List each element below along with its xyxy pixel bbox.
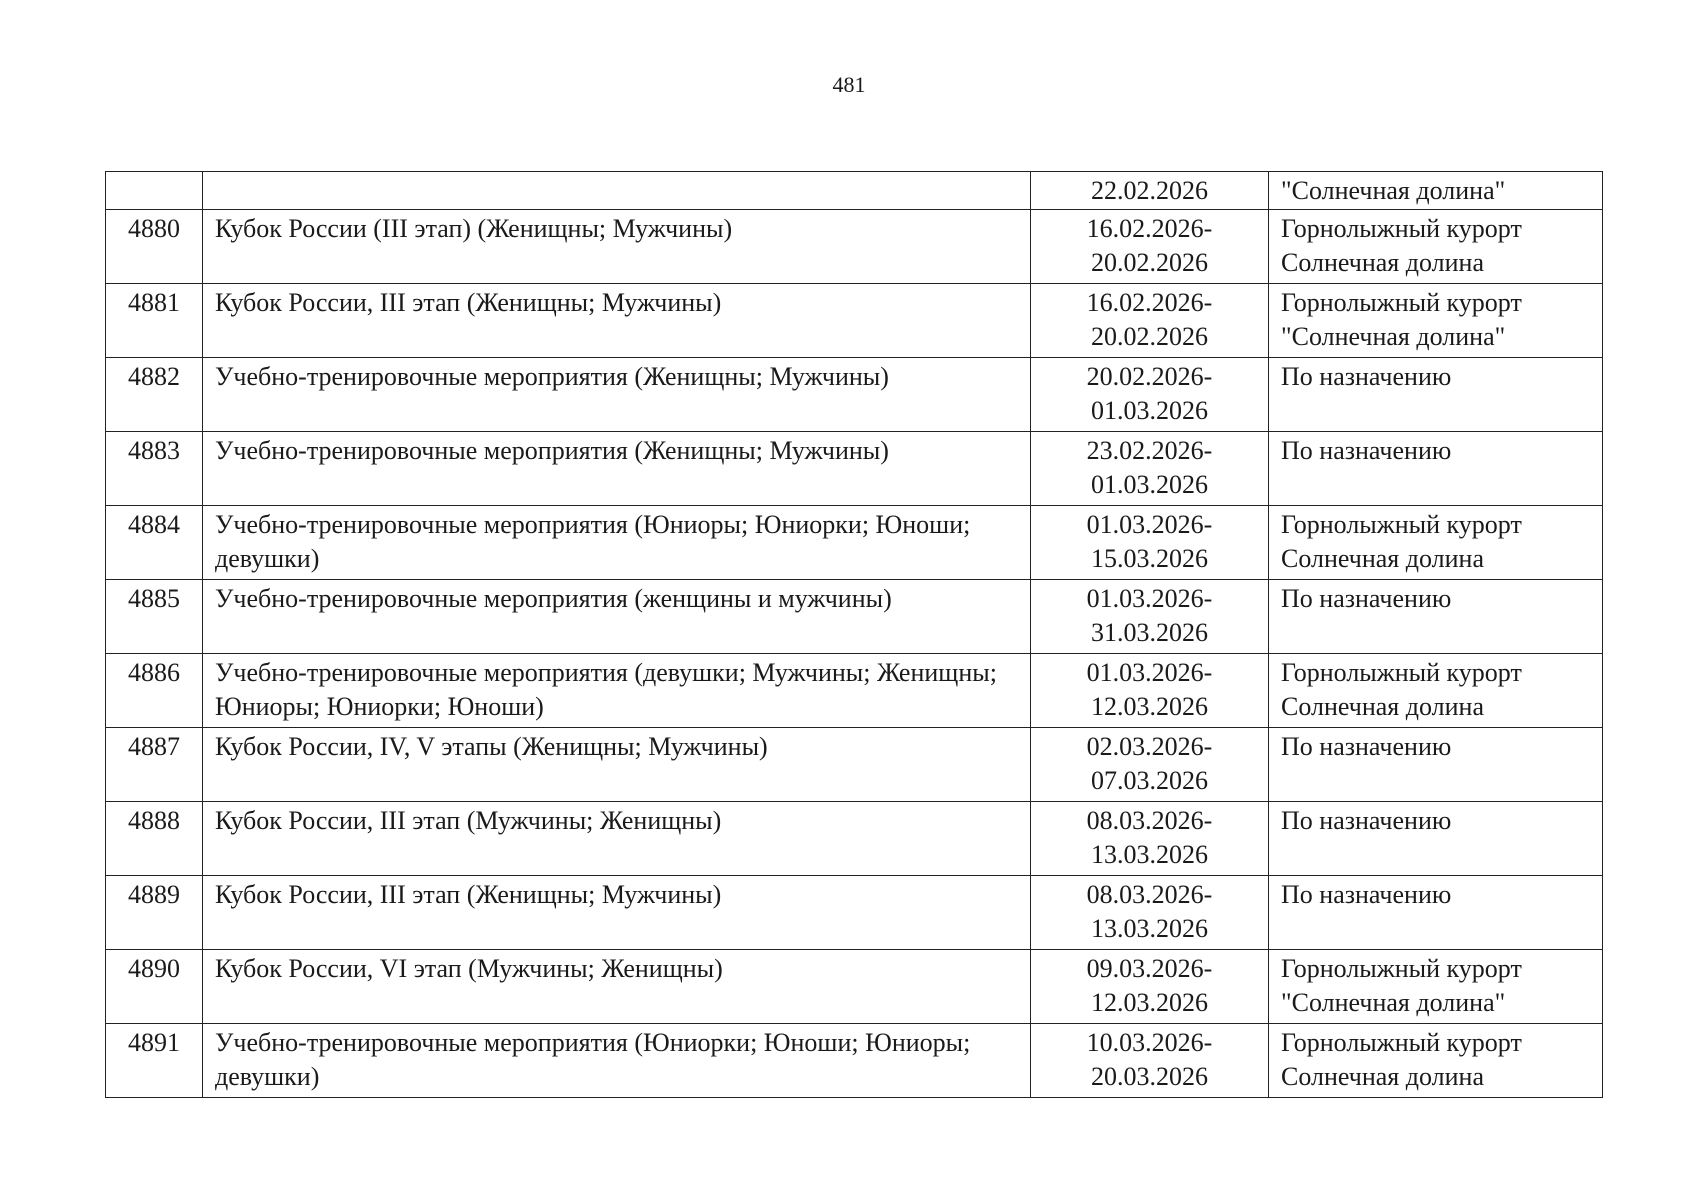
table-row	[106, 358, 1603, 432]
event-name-cell: Кубок России, III этап (Женищны; Мужчины)	[203, 284, 1031, 358]
event-place-cell	[1269, 210, 1603, 284]
events-table	[105, 171, 1603, 1098]
page-number: 481	[832, 72, 866, 97]
event-name-cell	[203, 172, 1031, 210]
place-line: "Солнечная долина"	[1281, 988, 1506, 1017]
date-start: 16.02.2026-	[1086, 214, 1213, 243]
table-row	[106, 654, 1603, 728]
place-line: Горнолыжный курорт	[1281, 214, 1522, 243]
date-end: 01.03.2026	[1091, 396, 1208, 425]
event-name-cell: Учебно-тренировочные мероприятия (женщины и мужчины)	[203, 580, 1031, 654]
date-start: 08.03.2026-	[1086, 806, 1213, 835]
date-start: 01.03.2026-	[1086, 584, 1213, 613]
date-end: 31.03.2026	[1091, 618, 1208, 647]
event-dates-cell	[1031, 802, 1269, 876]
row-number-cell: 4889	[106, 876, 203, 950]
event-name-cell: Учебно-тренировочные мероприятия (Юниорки; Юноши; Юниоры; девушки)	[203, 1024, 1031, 1098]
event-dates-cell	[1031, 728, 1269, 802]
date-end: 12.03.2026	[1091, 988, 1208, 1017]
event-dates-cell	[1031, 210, 1269, 284]
row-number-cell: 4885	[106, 580, 203, 654]
date-end: 01.03.2026	[1091, 470, 1208, 499]
date-start: 16.02.2026-	[1086, 288, 1213, 317]
date-start: 09.03.2026-	[1086, 954, 1213, 983]
table-row	[106, 210, 1603, 284]
table-row	[106, 802, 1603, 876]
date-end: 15.03.2026	[1091, 544, 1208, 573]
event-dates-cell	[1031, 654, 1269, 728]
place-line: Горнолыжный курорт	[1281, 658, 1522, 687]
event-dates-cell	[1031, 358, 1269, 432]
events-table-body	[106, 172, 1603, 1098]
place-line: "Солнечная долина"	[1281, 322, 1506, 351]
date-start: 10.03.2026-	[1086, 1028, 1213, 1057]
row-number-cell: 4882	[106, 358, 203, 432]
place-line: По назначению	[1281, 584, 1452, 613]
event-dates-cell	[1031, 284, 1269, 358]
place-line: По назначению	[1281, 880, 1452, 909]
place-line: Горнолыжный курорт	[1281, 1028, 1522, 1057]
place-line: Солнечная долина	[1281, 248, 1484, 277]
event-place-cell	[1269, 284, 1603, 358]
place-line: По назначению	[1281, 806, 1452, 835]
event-dates-cell	[1031, 172, 1269, 210]
table-row	[106, 876, 1603, 950]
event-name-cell: Учебно-тренировочные мероприятия (девушки; Мужчины; Женищны; Юниоры; Юниорки; Юноши)	[203, 654, 1031, 728]
row-number-cell: 4884	[106, 506, 203, 580]
place-line: Горнолыжный курорт	[1281, 510, 1522, 539]
event-place-cell	[1269, 802, 1603, 876]
event-name-cell: Учебно-тренировочные мероприятия (Женищны; Мужчины)	[203, 358, 1031, 432]
row-number-cell	[106, 172, 203, 210]
table-row	[106, 580, 1603, 654]
event-place-cell	[1269, 728, 1603, 802]
event-place-cell	[1269, 950, 1603, 1024]
date-end: 20.02.2026	[1091, 248, 1208, 277]
event-place-cell	[1269, 358, 1603, 432]
place-line: Горнолыжный курорт	[1281, 288, 1522, 317]
place-line: По назначению	[1281, 362, 1452, 391]
place-line: Солнечная долина	[1281, 692, 1484, 721]
place-line: По назначению	[1281, 732, 1452, 761]
event-place-cell	[1269, 654, 1603, 728]
event-dates-cell	[1031, 506, 1269, 580]
date-end: 07.03.2026	[1091, 766, 1208, 795]
date-start: 23.02.2026-	[1086, 436, 1213, 465]
event-place-cell	[1269, 172, 1603, 210]
event-dates-cell	[1031, 1024, 1269, 1098]
date-start: 02.03.2026-	[1086, 732, 1213, 761]
row-number-cell: 4883	[106, 432, 203, 506]
event-name-cell: Кубок России, III этап (Мужчины; Женищны)	[203, 802, 1031, 876]
date-end: 12.03.2026	[1091, 692, 1208, 721]
row-number-cell: 4890	[106, 950, 203, 1024]
event-name-cell: Учебно-тренировочные мероприятия (Юниоры; Юниорки; Юноши; девушки)	[203, 506, 1031, 580]
date-start: 20.02.2026-	[1086, 362, 1213, 391]
table-row	[106, 1024, 1603, 1098]
event-dates-cell	[1031, 432, 1269, 506]
row-number-cell: 4887	[106, 728, 203, 802]
place-line: Горнолыжный курорт	[1281, 954, 1522, 983]
table-row	[106, 728, 1603, 802]
event-place-cell	[1269, 506, 1603, 580]
event-name-cell: Кубок России, IV, V этапы (Женищны; Мужчины)	[203, 728, 1031, 802]
date-start: 01.03.2026-	[1086, 658, 1213, 687]
place-line: По назначению	[1281, 436, 1452, 465]
row-number-cell: 4891	[106, 1024, 203, 1098]
event-name-cell: Кубок России, VI этап (Мужчины; Женищны)	[203, 950, 1031, 1024]
table-row	[106, 506, 1603, 580]
date-end: 20.03.2026	[1091, 1062, 1208, 1091]
date-end: 13.03.2026	[1091, 840, 1208, 869]
row-number-cell: 4880	[106, 210, 203, 284]
date-end: 20.02.2026	[1091, 322, 1208, 351]
place-line: Солнечная долина	[1281, 1062, 1484, 1091]
event-place-cell	[1269, 580, 1603, 654]
place-line: "Солнечная долина"	[1281, 176, 1506, 205]
table-row	[106, 950, 1603, 1024]
event-dates-cell	[1031, 580, 1269, 654]
date-start: 08.03.2026-	[1086, 880, 1213, 909]
row-number-cell: 4886	[106, 654, 203, 728]
row-number-cell: 4881	[106, 284, 203, 358]
event-name-cell: Учебно-тренировочные мероприятия (Женищны; Мужчины)	[203, 432, 1031, 506]
event-place-cell	[1269, 1024, 1603, 1098]
table-row	[106, 172, 1603, 210]
date-end: 13.03.2026	[1091, 914, 1208, 943]
date-start: 01.03.2026-	[1086, 510, 1213, 539]
event-name-cell: Кубок России, III этап (Женищны; Мужчины)	[203, 876, 1031, 950]
table-row	[106, 432, 1603, 506]
event-place-cell	[1269, 876, 1603, 950]
event-dates-cell	[1031, 876, 1269, 950]
table-row	[106, 284, 1603, 358]
row-number-cell: 4888	[106, 802, 203, 876]
event-dates-cell	[1031, 950, 1269, 1024]
event-name-cell: Кубок России (III этап) (Женищны; Мужчины)	[203, 210, 1031, 284]
place-line: Солнечная долина	[1281, 544, 1484, 573]
date-start: 22.02.2026	[1091, 176, 1208, 205]
event-place-cell	[1269, 432, 1603, 506]
